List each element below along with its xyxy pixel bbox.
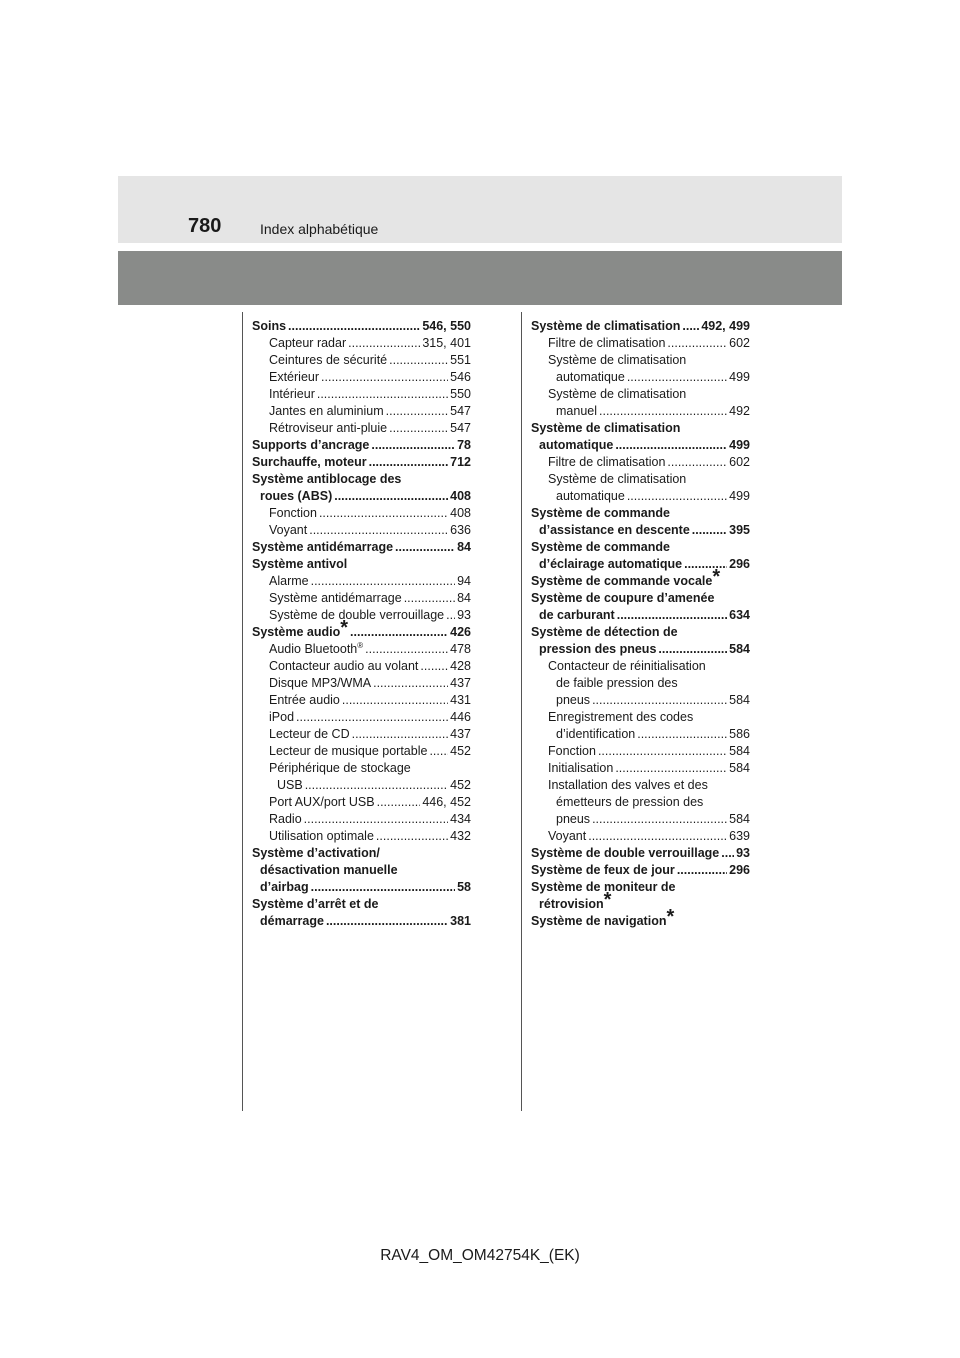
index-subentry: Disque MP3/WMA ..... 437 bbox=[252, 675, 471, 692]
index-subentry: Installation des valves et des bbox=[548, 778, 708, 792]
index-subentry: Contacteur audio au volant ..... 428 bbox=[252, 658, 471, 675]
index-entry: Supports d’ancrage ..... 78 bbox=[252, 437, 471, 454]
index-subentry: Enregistrement des codes bbox=[548, 710, 694, 724]
index-subentry-continued: USB ..... 452 bbox=[252, 777, 471, 794]
index-subentry: Utilisation optimale ..... 432 bbox=[252, 828, 471, 845]
asterisk-mark: * bbox=[666, 906, 675, 928]
index-entry: Système de climatisation ..... 492, 499 bbox=[531, 318, 750, 335]
index-subentry: Ceintures de sécurité ..... 551 bbox=[252, 352, 471, 369]
index-subentry: Capteur radar ..... 315, 401 bbox=[252, 335, 471, 352]
index-subentry: Port AUX/port USB ..... 446, 452 bbox=[252, 794, 471, 811]
index-subentry-continued: pneus ..... 584 bbox=[531, 811, 750, 828]
index-entry: Système antiblocage des bbox=[252, 472, 402, 486]
index-entry-continued: rétrovision* bbox=[539, 889, 612, 911]
index-subentry: Contacteur de réinitialisation bbox=[548, 659, 706, 673]
index-subentry: Initialisation ..... 584 bbox=[531, 760, 750, 777]
index-entry-continued: pression des pneus ..... 584 bbox=[531, 641, 750, 658]
index-entry-continued: automatique ..... 499 bbox=[531, 437, 750, 454]
index-entry: Soins ..... 546, 550 bbox=[252, 318, 471, 335]
index-subentry: Filtre de climatisation ..... 602 bbox=[531, 454, 750, 471]
page-number: 780 bbox=[188, 215, 222, 237]
column-rule-middle bbox=[521, 312, 522, 1111]
index-subentry-continued: automatique ..... 499 bbox=[531, 369, 750, 386]
index-subentry: Fonction ..... 584 bbox=[531, 743, 750, 760]
index-subentry: Lecteur de CD ..... 437 bbox=[252, 726, 471, 743]
index-entry: Surchauffe, moteur ..... 712 bbox=[252, 454, 471, 471]
index-subentry: Alarme ..... 94 bbox=[252, 573, 471, 590]
index-subentry: Audio Bluetooth® ..... 478 bbox=[252, 641, 471, 658]
index-entry-continued: désactivation manuelle bbox=[260, 863, 398, 877]
column-rule-left bbox=[242, 312, 243, 1111]
index-entry-continued: d’éclairage automatique ..... 296 bbox=[531, 556, 750, 573]
index-subentry: Système de climatisation bbox=[548, 353, 687, 367]
index-entry-continued: d’airbag ..... 58 bbox=[252, 879, 471, 896]
index-entry: Système de feux de jour ..... 296 bbox=[531, 862, 750, 879]
index-subentry-continued: d’identification ..... 586 bbox=[531, 726, 750, 743]
index-entry: Système de double verrouillage ..... 93 bbox=[531, 845, 750, 862]
index-entry: Système antidémarrage ..... 84 bbox=[252, 539, 471, 556]
index-subentry: Système de double verrouillage ..... 93 bbox=[252, 607, 471, 624]
index-subentry: Périphérique de stockage bbox=[269, 761, 411, 775]
index-entry: Système d’activation/ bbox=[252, 846, 380, 860]
index-entry: Système de commande bbox=[531, 540, 670, 554]
index-entry-continued: démarrage ..... 381 bbox=[252, 913, 471, 930]
index-subentry-continued: manuel ..... 492 bbox=[531, 403, 750, 420]
index-entry: Système de commande bbox=[531, 506, 670, 520]
index-subentry: Entrée audio ..... 431 bbox=[252, 692, 471, 709]
index-entry-continued: roues (ABS) ..... 408 bbox=[252, 488, 471, 505]
index-subentry: Intérieur ..... 550 bbox=[252, 386, 471, 403]
asterisk-mark: * bbox=[712, 566, 721, 588]
index-subentry: Radio ..... 434 bbox=[252, 811, 471, 828]
header-band bbox=[118, 176, 842, 243]
index-column-right bbox=[531, 318, 750, 930]
index-subentry: Rétroviseur anti-pluie ..... 547 bbox=[252, 420, 471, 437]
index-subentry: Voyant ..... 639 bbox=[531, 828, 750, 845]
index-entry: Système de détection de bbox=[531, 625, 678, 639]
index-subentry: Fonction ..... 408 bbox=[252, 505, 471, 522]
index-column-left bbox=[252, 318, 471, 930]
index-entry: Système de coupure d’amenée bbox=[531, 591, 715, 605]
index-entry: Système de climatisation bbox=[531, 421, 681, 435]
page-title: Index alphabétique bbox=[260, 221, 379, 237]
index-subentry: Système antidémarrage ..... 84 bbox=[252, 590, 471, 607]
index-entry-continued: d’assistance en descente ..... 395 bbox=[531, 522, 750, 539]
footer-code: RAV4_OM_OM42754K_(EK) bbox=[380, 1247, 580, 1264]
asterisk-mark: * bbox=[603, 889, 612, 911]
index-subentry-continued: de faible pression des bbox=[556, 676, 678, 690]
index-subentry: Système de climatisation bbox=[548, 387, 687, 401]
registered-mark: ® bbox=[357, 640, 364, 650]
index-entry: Système d’arrêt et de bbox=[252, 897, 379, 911]
index-entry: Système antivol bbox=[252, 557, 348, 571]
index-subentry: Filtre de climatisation ..... 602 bbox=[531, 335, 750, 352]
index-entry-continued: de carburant ..... 634 bbox=[531, 607, 750, 624]
index-subentry: Jantes en aluminium ..... 547 bbox=[252, 403, 471, 420]
index-entry: Système de navigation* bbox=[531, 906, 675, 928]
index-subentry-continued: pneus ..... 584 bbox=[531, 692, 750, 709]
index-subentry: Extérieur ..... 546 bbox=[252, 369, 471, 386]
index-subentry: Lecteur de musique portable ..... 452 bbox=[252, 743, 471, 760]
header-bar bbox=[118, 251, 842, 305]
index-subentry: Système de climatisation bbox=[548, 472, 687, 486]
index-subentry-continued: automatique ..... 499 bbox=[531, 488, 750, 505]
index-subentry: Voyant ..... 636 bbox=[252, 522, 471, 539]
index-entry: Système de commande vocale* bbox=[531, 566, 721, 588]
index-subentry: iPod ..... 446 bbox=[252, 709, 471, 726]
index-subentry-continued: émetteurs de pression des bbox=[556, 795, 704, 809]
index-entry: Système audio * ..... 426 bbox=[252, 624, 471, 641]
index-entry: Système de moniteur de bbox=[531, 880, 676, 894]
